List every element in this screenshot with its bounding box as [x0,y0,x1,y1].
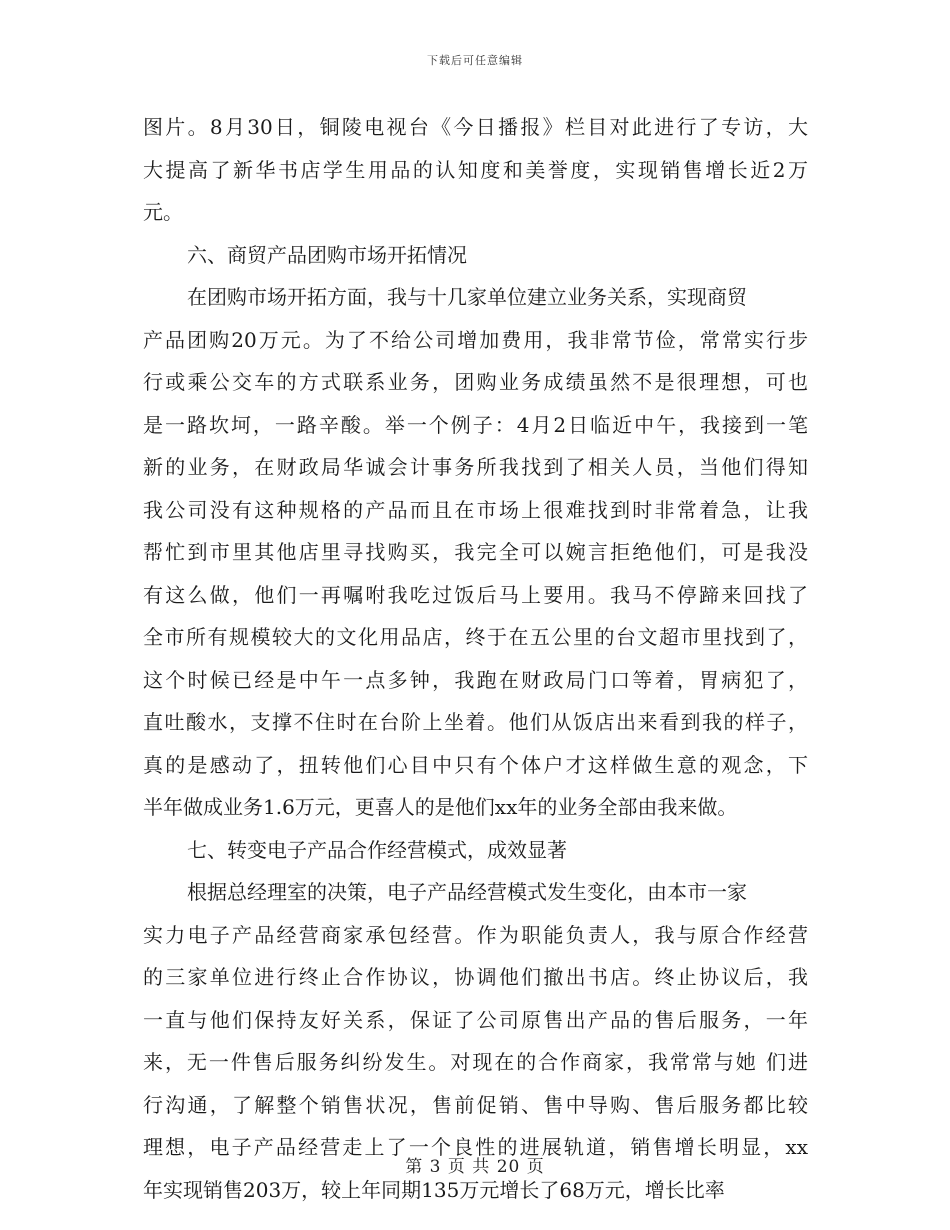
text-line: 这个时候已经是中午一点多钟，我跑在财政局门口等着，胃病犯了， [143,667,808,692]
text-line: 全市所有规模较大的文化用品店，终于在五公里的台文超市里找到了， [143,625,808,649]
section-heading: 六、商贸产品团购市场开拓情况 [187,242,467,267]
text-line: 产品团购20万元。为了不给公司增加费用，我非常节俭，常常实行步 [143,327,808,352]
section-heading: 七、转变电子产品合作经营模式，成效显著 [187,837,567,862]
text-line: 我公司没有这种规格的产品而且在市场上很难找到时非常着急，让我 [143,497,808,522]
text-line: 帮忙到市里其他店里寻找购买，我完全可以婉言拒绝他们，可是我没 [143,540,808,564]
text-line: 元。 [143,200,183,224]
text-line: 实力电子产品经营商家承包经营。作为职能负责人，我与原合作经营 [143,922,808,947]
text-line: 有这么做，他们一再嘱咐我吃过饭后马上要用。我马不停蹄来回找了 [143,582,808,607]
text-line: 行或乘公交车的方式联系业务，团购业务成绩虽然不是很理想，可也 [143,370,808,394]
document-body [143,106,808,1211]
text-line: 来，无一件售后服务纠纷发生。对现在的合作商家，我常常与她 们进 [143,1050,808,1074]
text-line: 行沟通，了解整个销售状况，售前促销、售中导购、售后服务都比较 [143,1092,808,1117]
text-line: 半年做成业务1.6万元，更喜人的是他们xx年的业务全部由我来做。 [143,795,738,819]
text-line: 根据总经理室的决策，电子产品经营模式发生变化，由本市一家 [187,880,747,904]
page-header-note: 下载后可任意编辑 [427,54,523,67]
text-line: 一直与他们保持友好关系，保证了公司原售出产品的售后服务，一年 [143,1007,808,1032]
text-line: 在团购市场开拓方面，我与十几家单位建立业务关系，实现商贸 [187,285,747,309]
text-line: 理想，电子产品经营走上了一个良性的进展轨道，销售增长明显，xx [143,1135,808,1159]
text-line: 真的是感动了，扭转他们心目中只有个体户才这样做生意的观念，下 [143,752,808,777]
text-line: 的三家单位进行终止合作协议，协调他们撤出书店。终止协议后，我 [143,965,808,989]
text-line: 年实现销售203万，较上年同期135万元增长了68万元，增长比率 [143,1177,725,1202]
text-line: 直吐酸水，支撑不住时在台阶上坐着。他们从饭店出来看到我的样子， [143,710,808,734]
text-line: 是一路坎坷，一路辛酸。举一个例子：4月2日临近中午，我接到一笔 [143,412,808,437]
text-line: 图片。8月30日，铜陵电视台《今日播报》栏目对此进行了专访，大 [143,115,808,139]
text-line: 大提高了新华书店学生用品的认知度和美誉度，实现销售增长近2万 [143,157,808,182]
page-number: 第 3 页 共 20 页 [405,1157,545,1177]
text-line: 新的业务，在财政局华诚会计事务所我找到了相关人员，当他们得知 [143,455,808,479]
